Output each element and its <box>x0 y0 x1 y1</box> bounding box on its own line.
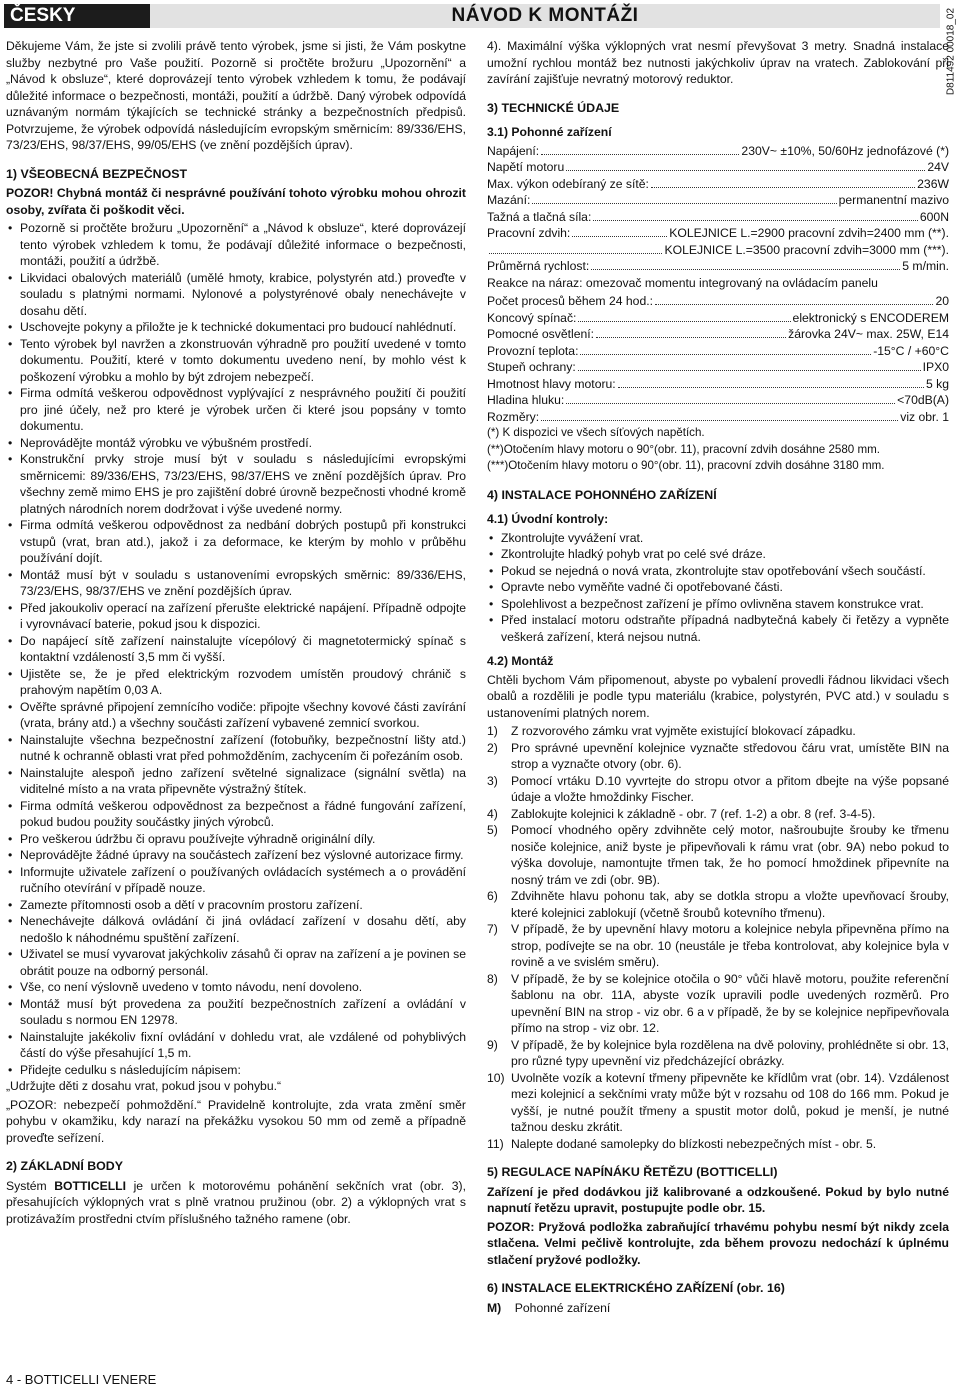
step-text: Nalepte dodané samolepky do blízkosti nebezpečných míst - obr. 5. <box>511 1136 877 1151</box>
safety-list <box>6 220 466 1078</box>
section-2-text: Systém BOTTICELLI je určen k motorovému pohánění sekčních vrat (obr. 3), přesahujících výklopných vrat s plně vratnou pružinou (obr. 2) a výklopných vrat s protizávažím prostředni ctvím příslušného tažného ramene (obr. <box>6 1178 466 1226</box>
assembly-step <box>487 888 949 921</box>
section-3-1-title: 3.1) Pohonné zařízení <box>487 125 612 139</box>
step-number: 9) <box>487 1037 498 1052</box>
spec-value: 24V <box>927 160 949 174</box>
safety-item: • Firma odmítá veškerou odpovědnost vyplývající z nesprávného použití či použití pro jiné účely, než pro které je výrobek určen či které jsou popsány v tomto dokumentu. <box>6 385 466 435</box>
spec-row <box>487 258 949 275</box>
spec-label: Počet procesů během 24 hod.: <box>487 294 653 308</box>
spec-value: žárovka 24V~ max. 25W, E14 <box>788 327 949 341</box>
spec-row <box>487 409 949 426</box>
safety-item: • Likvidaci obalových materiálů (umělé hmoty, krabice, polystyrén atd.) proveďte v souladu s platnými normami. Nylonové a polystyrénové obaly nenechávejte v dosahu dětí. <box>6 270 466 320</box>
spec-note-3: (***)Otočením hlavy motoru o 90°(obr. 11), pracovní zdvih dosáhne 3180 mm. <box>487 459 885 472</box>
chain-calibration-text: Zařízení je před dodávkou již kalibrované a odzkoušené. Pokud by bylo nutné napnutí řetězu upravit, postupujte podle obr. 15. <box>487 1184 949 1215</box>
safety-item: • Informujte uživatele zařízení o používaných ovládacích systémech a o provádění ručního otevírání v případě nouze. <box>6 864 466 897</box>
assembly-step <box>487 1037 949 1070</box>
spec-label: Pomocné osvětlení: <box>487 327 595 341</box>
step-text: Uvolněte vozík a kotevní třmeny připevněte ke křídlům vrat (obr. 14). Vzdálenost mezi kolejnicí a sekčními vraty může být v rozsahu od 108 do 166 mm. Pokud je vyšší, je nutné použít třmeny a spustit motor dolů, pokud je menší, je nutné tažnou desku zkrátit. <box>511 1070 949 1134</box>
spec-leader-dots <box>651 187 915 188</box>
spec-row <box>487 159 949 176</box>
spec-label: Napětí motoru <box>487 160 565 174</box>
section-6-title: 6) INSTALACE ELEKTRICKÉHO ZAŘÍZENÍ (obr. 16) <box>487 1281 785 1295</box>
spec-label: Průměrná rychlost: <box>487 259 590 273</box>
spec-leader-dots <box>593 220 918 221</box>
step-number: 5) <box>487 823 498 837</box>
step-number: 2) <box>487 740 498 755</box>
safety-item: • Vše, co není výslovně uvedeno v tomto návodu, není dovoleno. <box>6 979 466 996</box>
spec-leader-dots <box>541 420 898 421</box>
spec-value: 5 kg <box>925 376 949 391</box>
assembly-step <box>487 1136 949 1153</box>
spec-value: 5 m/min. <box>902 259 949 273</box>
step-text: Zablokujte kolejnici k základně - obr. 7 (ref. 1-2) a obr. 8 (ref. 3-4-5). <box>511 806 876 821</box>
spec-leader-dots <box>580 354 871 355</box>
spec-row <box>487 326 949 343</box>
spec-leader-dots <box>618 387 924 388</box>
assembly-step <box>487 740 949 773</box>
safety-item: • Ověřte správné připojení zemnícího vodiče: připojte všechny kovové části zavírání (vrata, brány atd.) a všechny součásti zařízení vybavené zemnicí svorkou. <box>6 699 466 732</box>
spec-value: viz obr. 1 <box>900 409 949 424</box>
safety-item: • Pro veškerou údržbu či opravu používejte výhradně originální díly. <box>6 831 466 848</box>
section-2-continued: 4). Maximální výška výklopných vrat nesmí převyšovat 3 metry. Snadná instalace umožní rychlou montáž bez nutnosti jakýchkoliv úprav na vratech. Zablokování při zavírání zajišťuje nevratný motorový reduktor. <box>487 39 949 86</box>
spec-leader-dots <box>532 203 836 204</box>
spec-row <box>487 310 949 327</box>
step-number: 8) <box>487 971 498 986</box>
safety-item: • Přidejte cedulku s následujícím nápisem: <box>6 1062 466 1079</box>
check-item: • Pokud se nejedná o nová vrata, zkontrolujte stav opotřebování všech součástí. <box>487 563 949 580</box>
section-5-title: 5) REGULACE NAPÍNÁKU ŘETĚZU (BOTTICELLI) <box>487 1165 778 1179</box>
safety-item: • Nenechávejte dálková ovládání či jiná ovládací zařízení v dosahu dětí, aby nedošlo k náhodnému spuštění zařízení. <box>6 913 466 946</box>
language-badge: ČESKY <box>4 4 152 28</box>
step-text: Pro správné upevnění kolejnice vyznačte středovou čáru vrat, umístěte BIN na strop a vyznačte otvory (obr. 6). <box>511 740 949 771</box>
spec-row <box>487 376 949 393</box>
spec-label: Pracovní zdvih: <box>487 226 571 240</box>
safety-item: • Do napájecí sítě zařízení nainstalujte vícepólový či magnetotermický spínač s kontaktní vzdáleností 3,5 mm či vyšší. <box>6 633 466 666</box>
spec-value: permanentní mazivo <box>838 193 949 207</box>
spec-leader-dots <box>489 253 662 254</box>
spec-table-2 <box>487 293 949 425</box>
spec-row <box>487 209 949 226</box>
spec-value: <70dB(A) <box>897 393 949 407</box>
page-footer: 4 - BOTTICELLI VENERE <box>6 1372 157 1387</box>
spec-row <box>487 225 949 242</box>
safety-item: • Firma odmítá veškerou odpovědnost za nedbání dobrých postupů při konstrukci vstupů (vrat, bran atd.), jakož i za deformace, ke kterým by mohlo v průběhu používání dojít. <box>6 517 466 567</box>
sign-text-1: „Udržujte děti z dosahu vrat, pokud jsou v pohybu.“ <box>6 1079 282 1093</box>
check-item: • Zkontrolujte hladký pohyb vrat po celé své dráze. <box>487 546 949 563</box>
spec-value: 20 <box>935 294 949 308</box>
safety-item: • Neprovádějte montáž výrobku ve výbušném prostředí. <box>6 435 466 452</box>
spec-row <box>487 293 949 310</box>
spec-label: Hmotnost hlavy motoru: <box>487 376 616 391</box>
spec-row <box>487 359 949 376</box>
safety-item: • Montáž musí být v souladu s ustanoveními evropských směrnic: 89/336/EHS, 73/23/EHS, 98/37/EHS ve znění pozdějších úprav. <box>6 567 466 600</box>
spec-leader-dots <box>578 321 790 322</box>
spec-value: KOLEJNICE L.=3500 pracovní zdvih=3000 mm (***). <box>664 242 949 257</box>
step-text: Pomocí vhodného opěry zdvihněte celý motor, našroubujte šrouby ke třmenu nosiče kolejnice, aniž byste je připevňovali k rámu vrat (obr. 9A) nebo pokud to výška dovoluje, namontujte třmen tak, že ho pomocí hmoždinek připevníte na nosný trám ve zdi (obr. 9B). <box>511 823 949 887</box>
spec-label: Tažná a tlačná síla: <box>487 209 592 224</box>
spec-label: Hladina hluku: <box>487 393 565 407</box>
safety-item: • Ujistěte se, že je před elektrickým rozvodem umístěn proudový chránič s prahovým napětím 0,03 A. <box>6 666 466 699</box>
safety-warning: POZOR! Chybná montáž či nesprávné používání tohoto výrobku mohou ohrozit osoby, zvířata či poškodit věci. <box>6 186 466 217</box>
step-number: 4) <box>487 806 498 821</box>
step-text: V případě, že by upevnění hlavy motoru a kolejnice nebyla připevněna přímo na strop, podívejte se na obr. 10 (neustále je třeba kontrolovat, aby kolejnice byla v rovině a ve svislém směru). <box>511 922 949 969</box>
safety-item: • Nainstalujte alespoň jedno zařízení světelné signalizace (signální světla) na viditelné místo a na vrata připevněte výstražný štítek. <box>6 765 466 798</box>
assembly-step <box>487 1070 949 1136</box>
spec-label: Mazání: <box>487 193 531 207</box>
spec-leader-dots <box>572 236 667 237</box>
spec-note-1: (*) K dispozici ve všech síťových napětích. <box>487 426 705 439</box>
section-4-title: 4) INSTALACE POHONNÉHO ZAŘÍZENÍ <box>487 487 717 502</box>
section-6-item-m: M) Pohonné zařízení <box>487 1300 611 1315</box>
assembly-intro: Chtěli bychom Vám připomenout, abyste po vybalení provedli řádnou likvidaci všech obalů a rozdělili je podle typu materiálu (krabice, polystyrén, PVC atd.) v souladu s ustanoveními platných norem. <box>487 672 949 720</box>
assembly-step <box>487 921 949 971</box>
step-text: Zdvihněte hlavu pohonu tak, aby se dotkla stropu a vložte upevňovací šrouby, které kolejnici zablokují (včetně šroubů kotevního třmenu). <box>511 889 949 920</box>
document-code: D811492 00018_02 <box>945 7 957 96</box>
step-number: 1) <box>487 724 498 738</box>
spec-label: Max. výkon odebíraný ze sítě: <box>487 176 649 191</box>
spec-row <box>487 143 949 160</box>
spec-leader-dots <box>591 269 900 270</box>
step-text: V případě, že by se kolejnice otočila o 90° vůči hlavě motoru, použite referenční šablonu na obr. 11A, abyste vozík upravili podle uvedených rozměrů. Pro upevnění BIN na strop - viz obr. 6 a v případě, že by se kolejnice nepřipevňovala přímo na strop - viz obr. 12. <box>511 971 949 1035</box>
spec-value: 230V~ ±10%, 50/60Hz jednofázové (*) <box>741 143 949 158</box>
step-number: 7) <box>487 922 498 936</box>
spec-label: Koncový spínač: <box>487 310 577 325</box>
intro-paragraph: Děkujeme Vám, že jste si zvolili právě tento výrobek, jsme si jisti, že Vám poskytne služby nezbytné pro Vaše použití. Pozorně si pročtěte brožuru „Upozornění“ a „Návod k obsluze“, které doprovázejí tento výrobek vzhledem k tomu, že podávají důležité informace o bezpečnosti, montáži, použití a údržbě. Daný výrobek odpovídá uznávaným normám týkajících se technické stránky a bezpečnostních předpisů. Potvrzujeme, že výrobek odpovídá následujícím evropským směrnicím: 89/336/EHS, 73/23/EHS, 98/37/EHS, 99/05/EHS (ve znění pozdějších úprav). <box>6 39 466 152</box>
safety-item: • Pozorně si pročtěte brožuru „Upozornění“ a „Návod k obsluze“, které doprovázejí tento výrobek vzhledem k tomu, že podávají důležité informace o bezpečnosti, montáži, použití a údržbě. <box>6 220 466 270</box>
safety-item: • Uschovejte pokyny a přiložte je k technické dokumentaci pro budoucí nahlédnutí. <box>6 319 466 336</box>
section-4-2-title: 4.2) Montáž <box>487 654 554 668</box>
assembly-step <box>487 822 949 888</box>
right-column <box>487 38 949 1316</box>
spec-label: Provozní teplota: <box>487 343 579 358</box>
chain-warning-text: POZOR: Pryžová podložka zabraňující trhavému pohybu nesmí být nikdy zcela stlačena. Velmi pečlivě kontrolujte, zda během provozu nedochází k úplnému stlačení pryžové podložky. <box>487 1219 949 1267</box>
spec-value: 600N <box>919 209 949 224</box>
step-text: V případě, že by kolejnice byla rozdělena na dvě poloviny, prohlédněte si obr. 13, pro různé typy upevnění viz předcházející obrázky. <box>511 1037 949 1068</box>
check-item: • Opravte nebo vyměňte vadné či opotřebované části. <box>487 579 949 596</box>
safety-item: • Neprovádějte žádné úpravy na součástech zařízení bez výslovné autorizace firmy. <box>6 847 466 864</box>
spec-value: KOLEJNICE L.=2900 pracovní zdvih=2400 mm (**). <box>669 226 949 240</box>
safety-item: • Nainstalujte všechna bezpečnostní zařízení (fotobuňky, bezpečnostní lišty atd.) nutné k ochranně oblasti vrat před pohmožděním, zachycením či pořezáním osob. <box>6 732 466 765</box>
spec-note-2: (**)Otočením hlavy motoru o 90°(obr. 11), pracovní zdvih dosáhne 2580 mm. <box>487 442 881 456</box>
spec-row <box>487 192 949 209</box>
spec-row <box>487 176 949 193</box>
spec-leader-dots <box>541 154 739 155</box>
spec-label: Napájení: <box>487 143 540 158</box>
left-column <box>6 38 466 1229</box>
assembly-step <box>487 971 949 1037</box>
document-title: NÁVOD K MONTÁŽI <box>150 4 940 28</box>
assembly-steps <box>487 723 949 1152</box>
spec-value: elektronický s ENCODEREM <box>792 310 949 325</box>
spec-row <box>487 343 949 360</box>
spec-table-1 <box>487 143 949 275</box>
spec-leader-dots <box>596 337 786 338</box>
safety-item: • Nainstalujte jakékoliv fixní ovládání v dohledu vrat, ale vzdálené od pohyblivých částí do výše přesahující 1,5 m. <box>6 1029 466 1062</box>
safety-item: • Uživatel se musí vyvarovat jakýchkoliv zásahů či oprav na zařízení a je povinen se obrátit pouze na odborný personál. <box>6 946 466 979</box>
assembly-step <box>487 723 949 740</box>
safety-item: • Před jakoukoliv operací na zařízení přerušte elektrické napájení. Případně odpojte i vyrovnávací baterie, pokud jsou k dispozici. <box>6 600 466 633</box>
safety-item: • Tento výrobek byl navržen a zkonstruován výhradně pro použití uvedené v tomto dokumentu. Použití, které v tomto dokumentu uvedeno není, by mohlo vést k poškození výrobku a mohlo by být zdrojem nebezpečí. <box>6 336 466 386</box>
safety-item: • Montáž musí být provedena za použití bezpečnostních zařízení a ovládání v souladu s normou EN 12978. <box>6 996 466 1029</box>
check-item: • Před instalací motoru odstraňte případná nadbytečná kabely či řetězy a vypněte veškerá zařízení, která nejsou nutná. <box>487 612 949 645</box>
step-number: 10) <box>487 1070 505 1085</box>
spec-leader-dots <box>578 370 921 371</box>
brand-name: BOTTICELLI <box>54 1178 126 1193</box>
assembly-step <box>487 773 949 806</box>
assembly-step <box>487 806 949 823</box>
step-number: 6) <box>487 889 498 903</box>
safety-item: • Konstrukční prvky stroje musí být v souladu s následujícími evropskými směrnicemi: 89/336/EHS, 73/23/EHS, 98/37/EHS ve znění pozdějších úprav. Pro všechny země mimo EHS je pro zajištění dobré úrovně bezpečnosti vhodné kromě platných národních norem dodržovat i výše uvedené normy. <box>6 451 466 517</box>
spec-value: IPX0 <box>922 360 949 374</box>
sign-text-2: „POZOR: nebezpečí pohmoždění.“ Pravidelně kontrolujte, zda vrata změní směr pohybu v okamžiku, kdy narazí na překážku vysokou 50 mm od země a případně proveďte seřízení. <box>6 1097 466 1145</box>
section-4-1-title: 4.1) Úvodní kontroly: <box>487 512 609 526</box>
spec-label: Rozměry: <box>487 409 540 424</box>
spec-leader-dots <box>655 304 933 305</box>
step-text: Z rozvorového zámku vrat vyjměte existující blokovací západku. <box>511 724 856 738</box>
spec-leader-dots <box>566 170 925 171</box>
step-number: 11) <box>487 1136 504 1151</box>
spec-leader-dots <box>566 403 895 404</box>
check-item: • Zkontrolujte vyvážení vrat. <box>487 530 949 547</box>
impact-reaction: Reakce na náraz: omezovač momentu integrovaný na ovládacím panelu <box>487 275 878 290</box>
spec-value: 236W <box>917 176 949 191</box>
safety-item: • Zamezte přítomnosti osob a dětí v pracovním prostoru zařízení. <box>6 897 466 914</box>
checks-list <box>487 530 949 646</box>
safety-item: • Firma odmítá veškerou odpovědnost za bezpečnost a řádné fungování zařízení, pokud budou použity součástky jiných výrobců. <box>6 798 466 831</box>
spec-row <box>487 392 949 409</box>
spec-label: Stupeň ochrany: <box>487 360 576 374</box>
step-text: Pomocí vrtáku D.10 vyvrtejte do stropu otvor a přitom dbejte na výše popsané údaje a vložte hmoždinky Fischer. <box>511 773 949 804</box>
spec-row <box>487 242 949 259</box>
section-3-title: 3) TECHNICKÉ ÚDAJE <box>487 100 620 115</box>
section-2-title: 2) ZÁKLADNÍ BODY <box>6 1159 124 1173</box>
step-number: 3) <box>487 773 498 788</box>
spec-value: -15°C / +60°C <box>873 343 949 358</box>
check-item: • Spolehlivost a bezpečnost zařízení je přímo ovlivněna stavem konstrukce vrat. <box>487 596 949 613</box>
section-1-title: 1) VŠEOBECNÁ BEZPEČNOST <box>6 166 188 181</box>
